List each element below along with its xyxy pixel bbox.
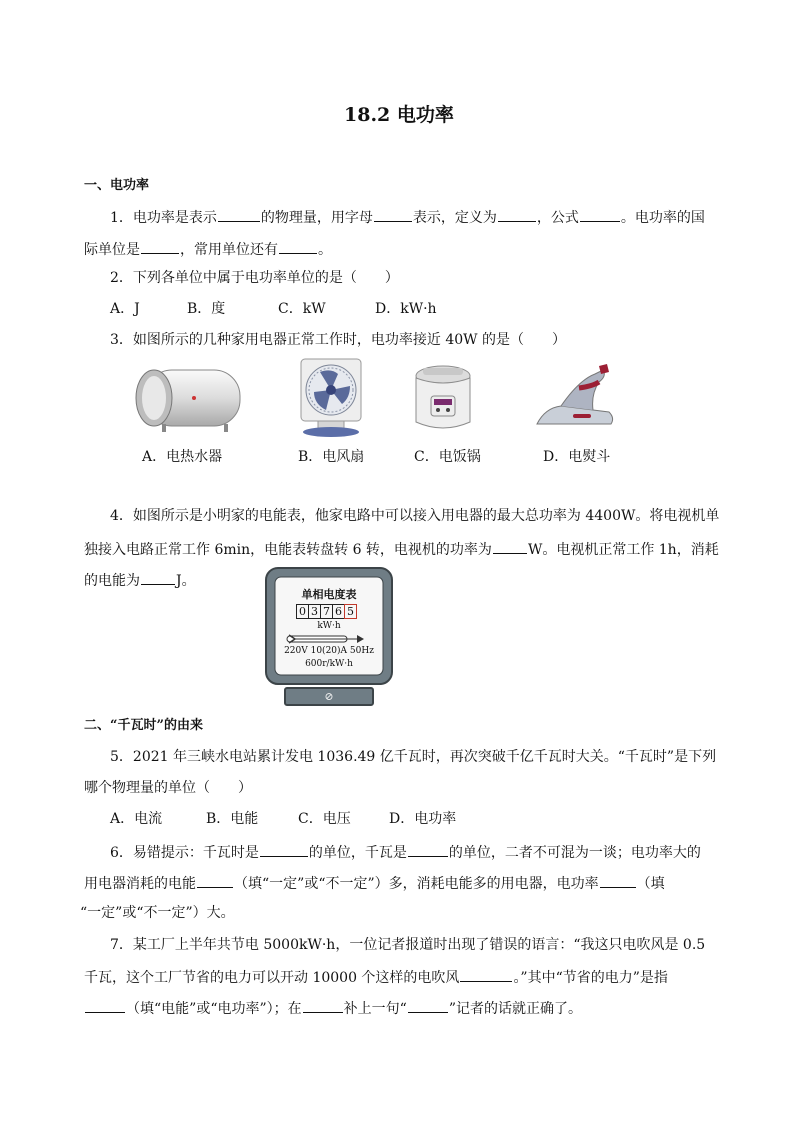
meter-rate: 600r/kW·h — [305, 659, 353, 669]
question-5-option-a[interactable]: A．电流 — [110, 811, 163, 827]
question-5-option-d[interactable]: D．电功率 — [389, 811, 457, 827]
electric-fan-image — [298, 356, 364, 438]
question-3-option-c[interactable]: C．电饭锅 — [414, 449, 481, 465]
question-3-option-d[interactable]: D．电熨斗 — [543, 449, 611, 465]
question-7-line-2: 千瓦，这个工厂节省的电力可以开动 10000 个这样的电吹风 。”其中“节省的电力”是指 — [84, 970, 668, 986]
answer-blank[interactable] — [493, 540, 527, 554]
answer-blank[interactable] — [580, 208, 620, 222]
question-3-option-a[interactable]: A．电热水器 — [142, 449, 223, 465]
question-3-option-b[interactable]: B．电风扇 — [298, 449, 365, 465]
meter-digit: 3 — [308, 604, 321, 619]
section-heading-power: 一、电功率 — [84, 178, 150, 193]
answer-blank[interactable] — [374, 208, 412, 222]
meter-unit: kW·h — [317, 621, 341, 631]
meter-digit: 7 — [320, 604, 333, 619]
answer-blank[interactable] — [218, 208, 260, 222]
page-title: 18.2 电功率 — [344, 104, 454, 126]
question-2-stem: 2．下列各单位中属于电功率单位的是（ ） — [110, 270, 399, 286]
meter-spec: 220V 10(20)A 50Hz — [284, 646, 374, 656]
question-4-line-2: 独接入电路正常工作 6min，电能表转盘转 6 转，电视机的功率为 W。电视机正常工作 1h，消耗 — [84, 542, 719, 558]
answer-blank[interactable] — [85, 999, 125, 1013]
question-7-line-3: （填“电能”或“电功率”）；在 补上一句“ ”记者的话就正确了。 — [84, 999, 582, 1017]
question-4-line-3: 的电能为 J。 — [84, 573, 196, 589]
question-6-line-1: 6．易错提示：千瓦时是 的单位，千瓦是 的单位，二者不可混为一谈；电功率大的 — [110, 845, 701, 861]
answer-blank[interactable] — [260, 843, 308, 857]
meter-digits — [296, 604, 357, 619]
energy-meter-figure — [265, 567, 393, 707]
electric-iron-image — [533, 362, 619, 434]
answer-blank[interactable] — [279, 240, 317, 254]
question-5-option-c[interactable]: C．电压 — [298, 811, 351, 827]
section-heading-kwh-origin: 二、“千瓦时”的由来 — [84, 718, 203, 733]
answer-blank[interactable] — [498, 208, 536, 222]
rice-cooker-image — [412, 364, 474, 436]
water-heater-image — [132, 362, 244, 434]
question-5-option-b[interactable]: B．电能 — [206, 811, 259, 827]
question-4-line-1: 4．如图所示是小明家的电能表，他家电路中可以接入用电器的最大总功率为 4400W。将电视机单 — [110, 508, 720, 524]
question-2-option-a[interactable]: A．J — [110, 301, 140, 317]
question-5-line-2: 哪个物理量的单位（ ） — [84, 780, 252, 796]
question-1-line-1: 1．电功率是表示 的物理量，用字母 表示，定义为 ，公式 。电功率的国 — [110, 210, 705, 226]
question-2-option-b[interactable]: B．度 — [187, 301, 226, 317]
answer-blank[interactable] — [141, 240, 179, 254]
question-7-line-1: 7．某工厂上半年共节电 5000kW·h，一位记者报道时出现了错误的语言：“我这只电吹风是 0.5 — [110, 937, 706, 953]
question-2-option-d[interactable]: D．kW·h — [375, 301, 437, 317]
question-6-line-2: 用电器消耗的电能 （填“一定”或“不一定”）多，消耗电能多的用电器，电功率 （填 — [84, 876, 665, 892]
answer-blank[interactable] — [408, 843, 448, 857]
meter-digit: 6 — [332, 604, 345, 619]
meter-digit: 0 — [296, 604, 309, 619]
meter-foot-symbol: ⊘ — [324, 690, 334, 703]
answer-blank[interactable] — [408, 999, 448, 1013]
question-6-line-3: “一定”或“不一定”）大。 — [80, 905, 235, 921]
answer-blank[interactable] — [460, 968, 512, 982]
answer-blank[interactable] — [141, 571, 175, 585]
question-2-option-c[interactable]: C．kW — [278, 301, 326, 317]
answer-blank[interactable] — [197, 874, 233, 888]
meter-title: 单相电度表 — [301, 588, 357, 601]
answer-blank[interactable] — [600, 874, 636, 888]
question-1-line-2: 际单位是 ，常用单位还有 。 — [84, 242, 332, 258]
question-5-line-1: 5．2021 年三峡水电站累计发电 1036.49 亿千瓦时，再次突破千亿千瓦时大关。“千瓦时”是下列 — [110, 749, 717, 765]
answer-blank[interactable] — [303, 999, 343, 1013]
meter-digit-decimal: 5 — [344, 604, 357, 619]
question-3-stem: 3．如图所示的几种家用电器正常工作时，电功率接近 40W 的是（ ） — [110, 332, 567, 348]
